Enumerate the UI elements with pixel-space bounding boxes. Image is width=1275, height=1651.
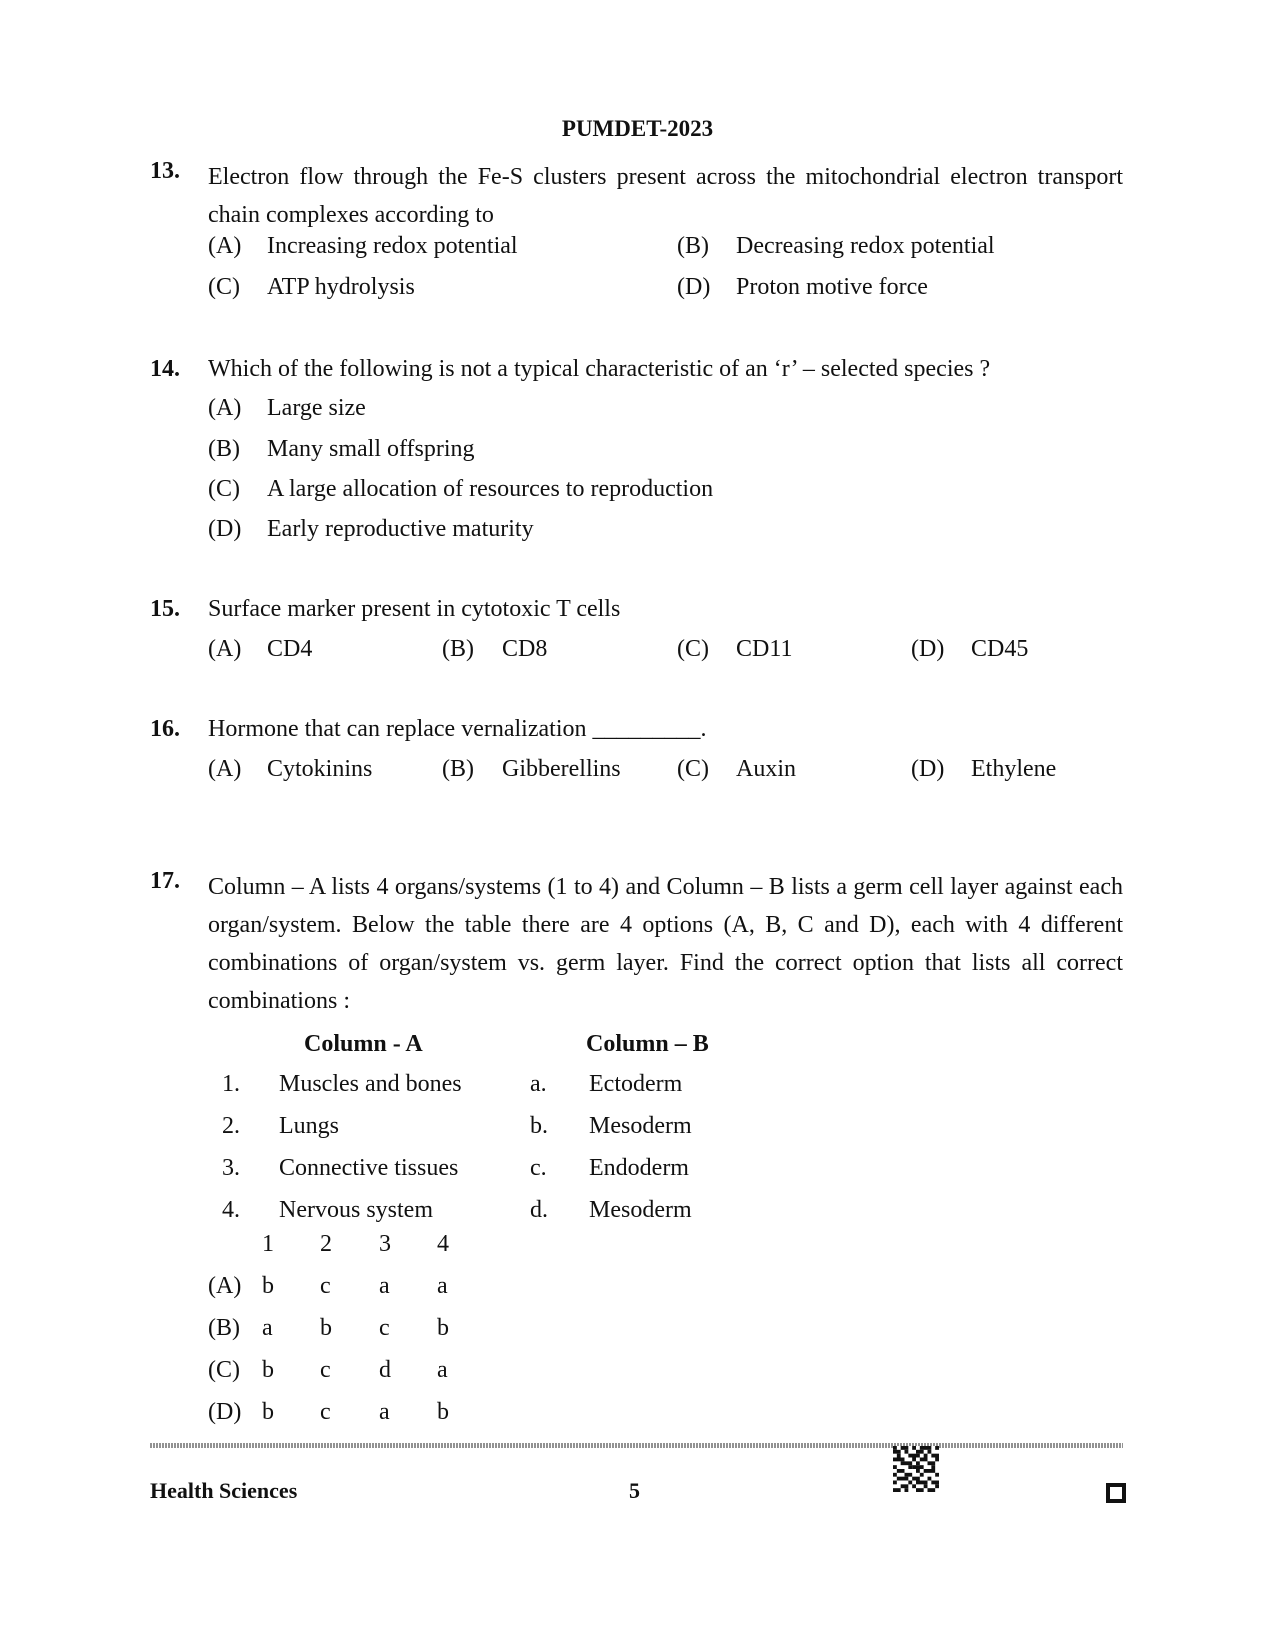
row-2-number: 2. [222, 1113, 240, 1139]
answer-d-val-1: b [262, 1399, 274, 1425]
q15-option-b-text: CD8 [502, 636, 548, 662]
row-3-number: 3. [222, 1155, 240, 1181]
q13-option-a-text: Increasing redox potential [267, 233, 518, 259]
column-a-heading: Column - A [304, 1031, 423, 1057]
page-number: 5 [629, 1478, 640, 1503]
answer-d-val-2: c [320, 1399, 331, 1425]
q16-text: Hormone that can replace vernalization _________. [208, 716, 707, 742]
answer-header-1: 1 [262, 1231, 274, 1257]
answer-header-4: 4 [437, 1231, 449, 1257]
row-2-column-b: Mesoderm [589, 1113, 692, 1139]
answer-header-2: 2 [320, 1231, 332, 1257]
q15-option-a-letter: (A) [208, 636, 242, 662]
q14-text: Which of the following is not a typical characteristic of an ‘r’ – selected species ? [208, 356, 991, 382]
answer-a-val-1: b [262, 1273, 274, 1299]
q15-option-d-text: CD45 [971, 636, 1029, 662]
q16-option-b-letter: (B) [442, 756, 474, 782]
q13-option-a-letter: (A) [208, 233, 242, 259]
q14-option-b-letter: (B) [208, 436, 240, 462]
row-4-column-a: Nervous system [279, 1197, 433, 1223]
row-1-column-a: Muscles and bones [279, 1071, 462, 1097]
microprint-divider [150, 1443, 1123, 1448]
q15-option-b-letter: (B) [442, 636, 474, 662]
answer-c-letter: (C) [208, 1357, 240, 1383]
q14-option-a-text: Large size [267, 395, 366, 421]
q14-option-b-text: Many small offspring [267, 436, 475, 462]
row-3-key: c. [530, 1155, 547, 1181]
row-4-number: 4. [222, 1197, 240, 1223]
answer-c-val-3: d [379, 1357, 391, 1383]
answer-a-letter: (A) [208, 1273, 242, 1299]
q14-option-c-letter: (C) [208, 476, 240, 502]
q15-option-c-text: CD11 [736, 636, 793, 662]
q16-number: 16. [150, 716, 180, 742]
q13-option-c-letter: (C) [208, 274, 240, 300]
q13-option-d-text: Proton motive force [736, 274, 928, 300]
answer-c-val-2: c [320, 1357, 331, 1383]
row-3-column-a: Connective tissues [279, 1155, 459, 1181]
q16-option-c-letter: (C) [677, 756, 709, 782]
answer-d-val-4: b [437, 1399, 449, 1425]
answer-c-val-4: a [437, 1357, 448, 1383]
row-1-number: 1. [222, 1071, 240, 1097]
square-mark-icon [1106, 1483, 1126, 1503]
q16-option-c-text: Auxin [736, 756, 796, 782]
answer-b-val-3: c [379, 1315, 390, 1341]
q14-number: 14. [150, 356, 180, 382]
q13-option-c-text: ATP hydrolysis [267, 274, 415, 300]
row-2-key: b. [530, 1113, 548, 1139]
answer-b-letter: (B) [208, 1315, 240, 1341]
q17-text: Column – A lists 4 organs/systems (1 to 4) and Column – B lists a germ cell layer against each organ/system. Below the table there are 4 options (A, B, C and D), each with 4 different combinations of organ/system vs. germ layer. Find the correct option that lists all correct combinations : [208, 874, 1123, 1014]
q14-option-d-text: Early reproductive maturity [267, 516, 534, 542]
q15-number: 15. [150, 596, 180, 622]
row-3-column-b: Endoderm [589, 1155, 689, 1181]
column-b-heading: Column – B [586, 1031, 709, 1057]
row-2-column-a: Lungs [279, 1113, 339, 1139]
q16-option-a-letter: (A) [208, 756, 242, 782]
q13-text: Electron flow through the Fe-S clusters present across the mitochondrial electron transport chain complexes according to [208, 164, 1123, 228]
qr-code-icon [893, 1446, 939, 1492]
answer-header-3: 3 [379, 1231, 391, 1257]
answer-a-val-2: c [320, 1273, 331, 1299]
q14-option-a-letter: (A) [208, 395, 242, 421]
q15-option-a-text: CD4 [267, 636, 313, 662]
q13-number: 13. [150, 158, 180, 184]
q16-option-b-text: Gibberellins [502, 756, 621, 782]
q16-option-d-text: Ethylene [971, 756, 1057, 782]
answer-b-val-2: b [320, 1315, 332, 1341]
q13-option-b-letter: (B) [677, 233, 709, 259]
row-1-key: a. [530, 1071, 547, 1097]
q13-option-d-letter: (D) [677, 274, 711, 300]
answer-d-letter: (D) [208, 1399, 242, 1425]
answer-b-val-4: b [437, 1315, 449, 1341]
q15-text: Surface marker present in cytotoxic T cells [208, 596, 621, 622]
answer-a-val-3: a [379, 1273, 390, 1299]
q17-number: 17. [150, 868, 180, 894]
q14-option-c-text: A large allocation of resources to reproduction [267, 476, 714, 502]
q16-option-d-letter: (D) [911, 756, 945, 782]
page-header: PUMDET-2023 [561, 116, 714, 141]
row-4-key: d. [530, 1197, 548, 1223]
q15-option-d-letter: (D) [911, 636, 945, 662]
answer-b-val-1: a [262, 1315, 273, 1341]
q15-option-c-letter: (C) [677, 636, 709, 662]
q16-option-a-text: Cytokinins [267, 756, 373, 782]
footer-subject: Health Sciences [150, 1478, 298, 1503]
q13-option-b-text: Decreasing redox potential [736, 233, 995, 259]
row-1-column-b: Ectoderm [589, 1071, 683, 1097]
row-4-column-b: Mesoderm [589, 1197, 692, 1223]
q14-option-d-letter: (D) [208, 516, 242, 542]
answer-a-val-4: a [437, 1273, 448, 1299]
answer-d-val-3: a [379, 1399, 390, 1425]
answer-c-val-1: b [262, 1357, 274, 1383]
